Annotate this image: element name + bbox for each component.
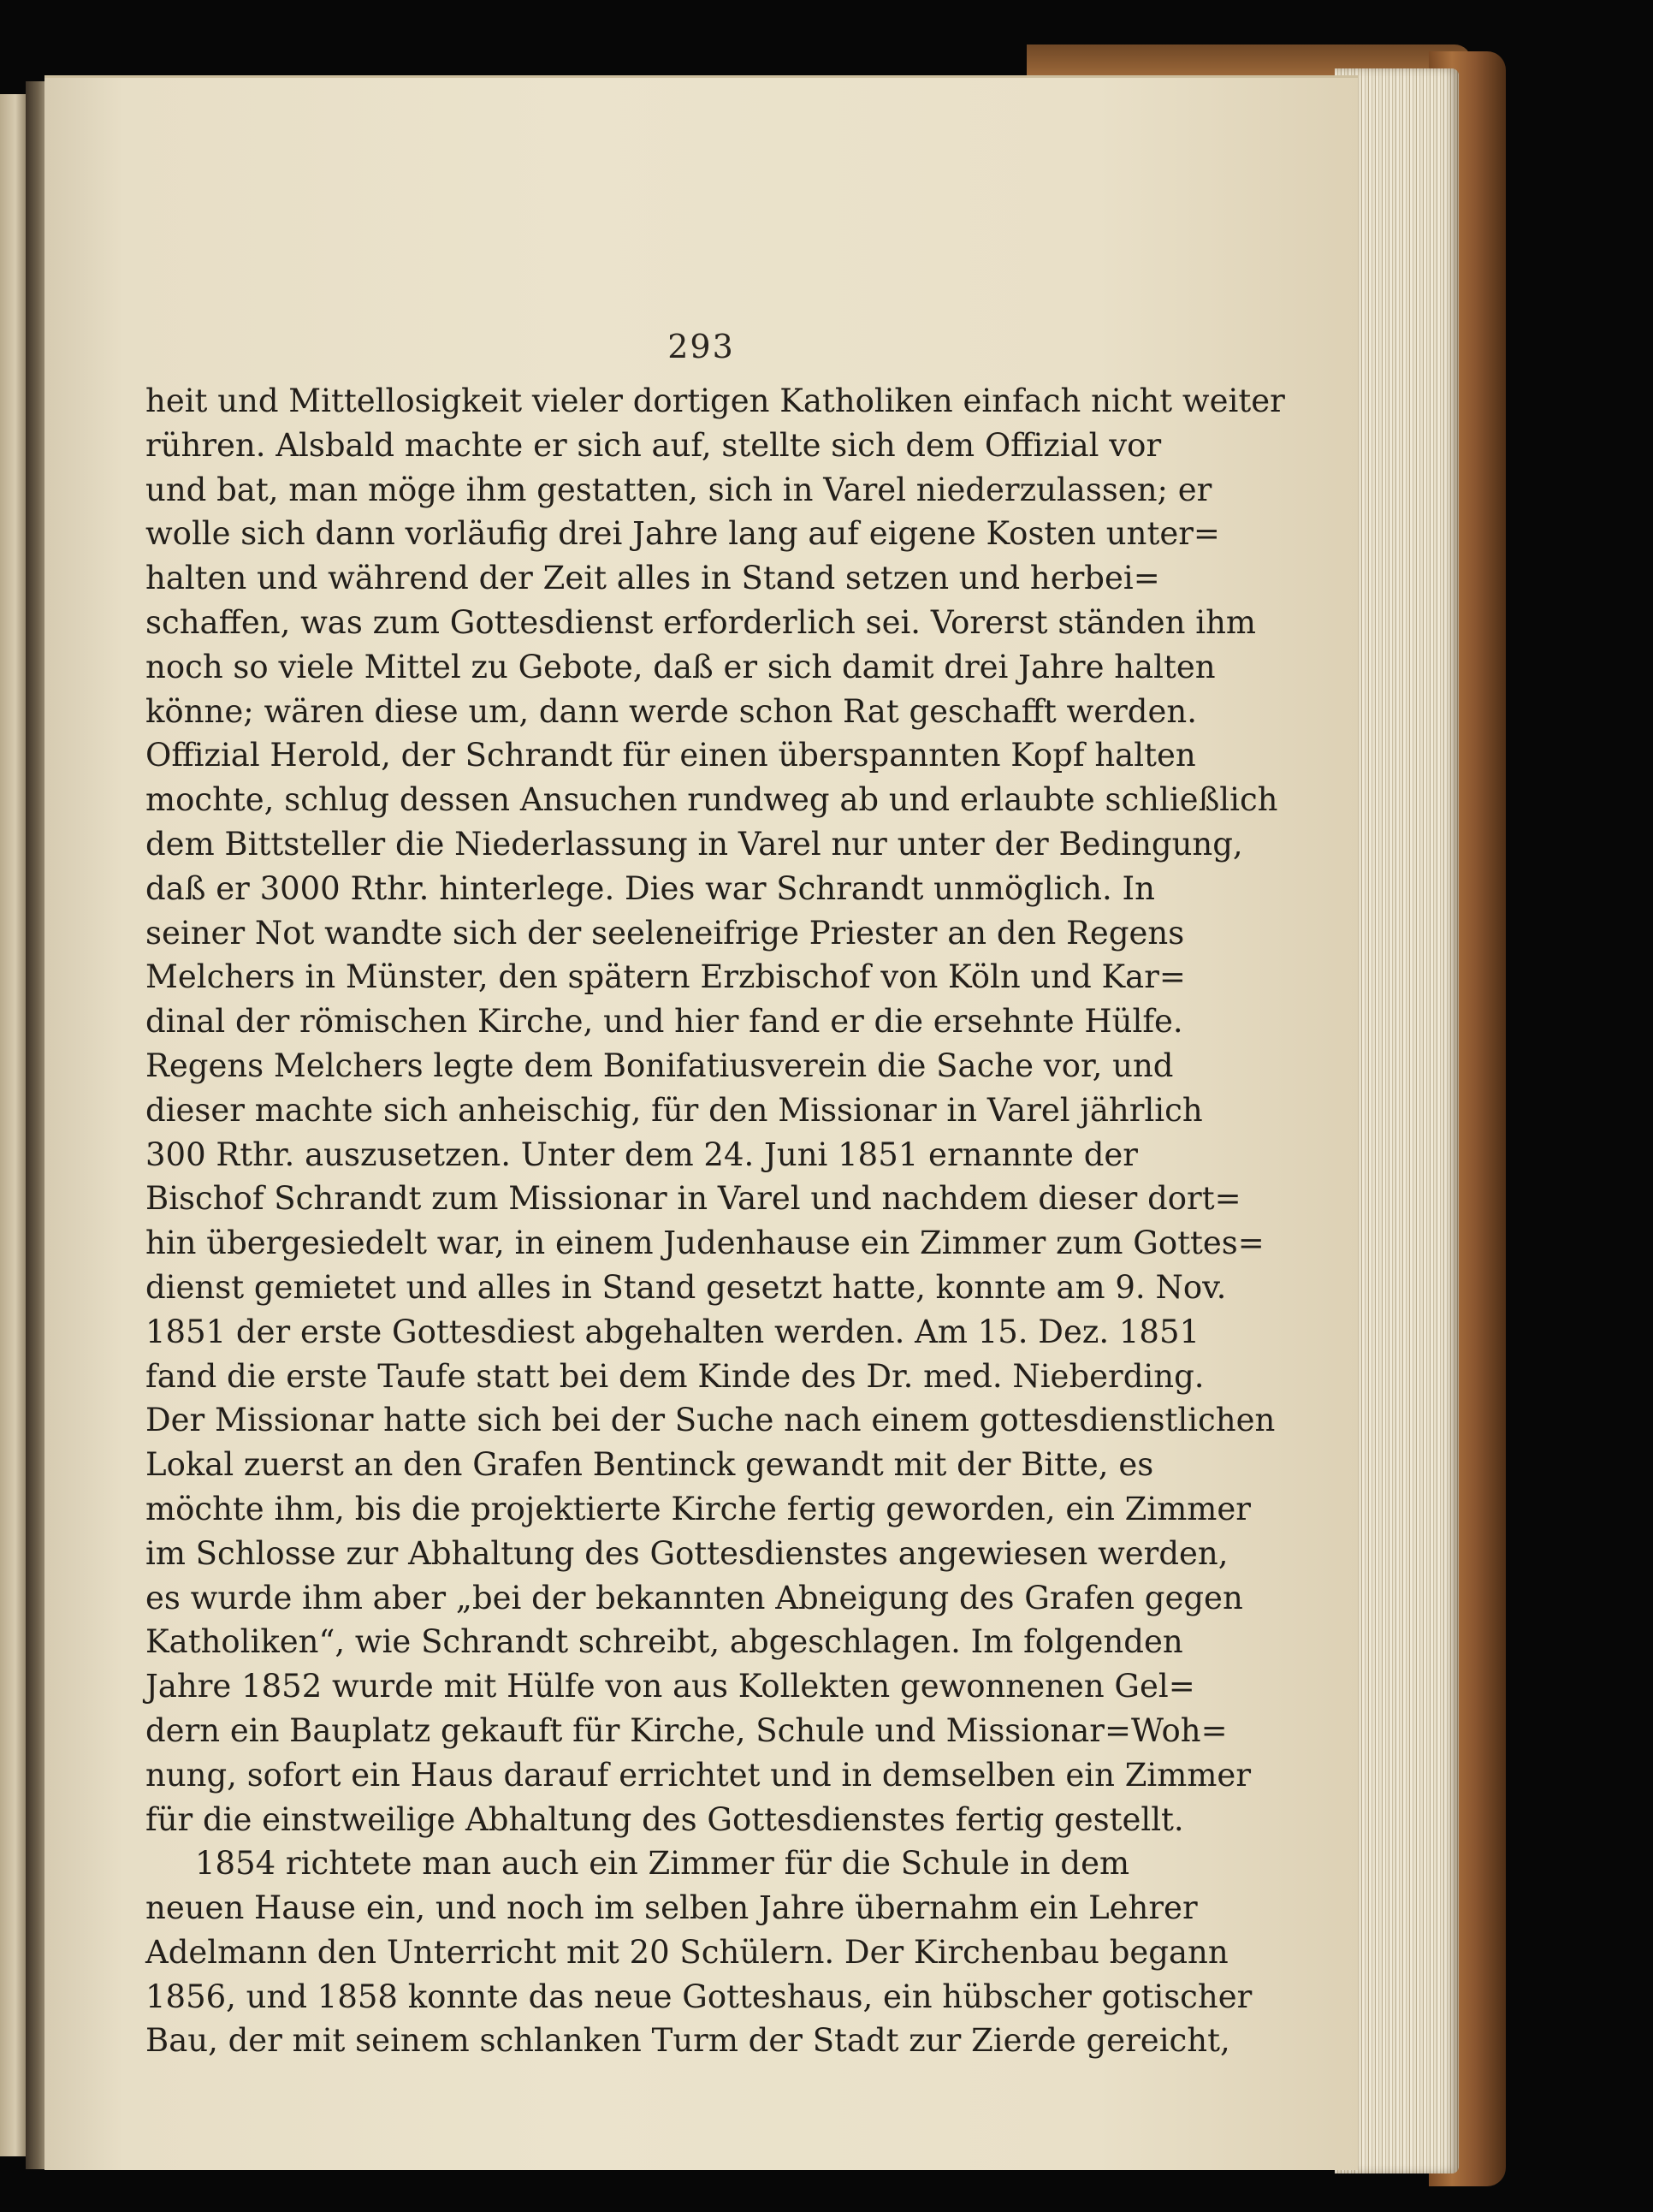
- text-line: könne; wären diese um, dann werde schon Rat geschafft werden.: [145, 692, 1197, 730]
- text-line: halten und während der Zeit alles in Stand setzen und herbei=: [145, 560, 1160, 597]
- text-line: daß er 3000 Rthr. hinterlege. Dies war Schrandt unmöglich. In: [145, 869, 1155, 907]
- text-line: seiner Not wandte sich der seeleneifrige Priester an den Regens: [145, 914, 1185, 952]
- text-line: dern ein Bauplatz gekauft für Kirche, Schule und Missionar=Woh=: [145, 1711, 1228, 1749]
- text-line: wolle sich dann vorläufig drei Jahre lang auf eigene Kosten unter=: [145, 515, 1220, 553]
- text-line: möchte ihm, bis die projektierte Kirche fertig geworden, ein Zimmer: [145, 1490, 1251, 1527]
- text-line: Bau, der mit seinem schlanken Turm der Stadt zur Zierde gereicht,: [145, 2022, 1230, 2060]
- text-line: hin übergesiedelt war, in einem Judenhause ein Zimmer zum Gottes=: [145, 1225, 1265, 1262]
- text-line: 1854 richtete man auch ein Zimmer für die Schule in dem: [195, 1845, 1130, 1883]
- text-line: Regens Melchers legte dem Bonifatiusverein die Sache vor, und: [145, 1047, 1174, 1084]
- page-number: 293: [667, 328, 735, 365]
- text-line: Offizial Herold, der Schrandt für einen überspannten Kopf halten: [145, 737, 1196, 774]
- text-line: Jahre 1852 wurde mit Hülfe von aus Kollekten gewonnenen Gel=: [145, 1668, 1195, 1705]
- text-line: Melchers in Münster, den spätern Erzbischof von Köln und Kar=: [145, 958, 1186, 996]
- text-line: Katholiken“, wie Schrandt schreibt, abgeschlagen. Im folgenden: [145, 1623, 1183, 1661]
- text-line: dienst gemietet und alles in Stand gesetzt hatte, konnte am 9. Nov.: [145, 1268, 1227, 1306]
- text-line: heit und Mittellosigkeit vieler dortigen Katholiken einfach nicht weiter: [145, 383, 1285, 419]
- text-line: nung, sofort ein Haus darauf errichtet und in demselben ein Zimmer: [145, 1756, 1252, 1794]
- text-line: Adelmann den Unterricht mit 20 Schülern. Der Kirchenbau begann: [145, 1933, 1229, 1971]
- page-text: [145, 379, 1285, 2063]
- text-line: dieser machte sich anheischig, für den Missionar in Varel jährlich: [145, 1091, 1203, 1129]
- text-line: Bischof Schrandt zum Missionar in Varel und nachdem dieser dort=: [145, 1180, 1241, 1218]
- text-line: schaffen, was zum Gottesdienst erforderlich sei. Vorerst ständen ihm: [145, 603, 1256, 641]
- text-line: im Schlosse zur Abhaltung des Gottesdienstes angewiesen werden,: [145, 1534, 1229, 1572]
- text-line: mochte, schlug dessen Ansuchen rundweg ab und erlaubte schließlich: [145, 781, 1278, 819]
- text-line: es wurde ihm aber „bei der bekannten Abneigung des Grafen gegen: [145, 1579, 1243, 1616]
- text-line: dinal der römischen Kirche, und hier fand er die ersehnte Hülfe.: [145, 1003, 1183, 1041]
- text-line: Lokal zuerst an den Grafen Bentinck gewandt mit der Bitte, es: [145, 1446, 1154, 1484]
- text-line: für die einstweilige Abhaltung des Gottesdienstes fertig gestellt.: [145, 1800, 1184, 1838]
- text-line: 300 Rthr. auszusetzen. Unter dem 24. Juni 1851 ernannte der: [145, 1136, 1138, 1173]
- text-line: neuen Hause ein, und noch im selben Jahre übernahm ein Lehrer: [145, 1889, 1198, 1927]
- text-line: fand die erste Taufe statt bei dem Kinde des Dr. med. Nieberding.: [145, 1357, 1205, 1395]
- text-line: rühren. Alsbald machte er sich auf, stellte sich dem Offizial vor: [145, 426, 1162, 464]
- book-page: [44, 75, 1358, 2170]
- text-line: noch so viele Mittel zu Gebote, daß er sich damit drei Jahre halten: [145, 648, 1216, 685]
- text-line: 1856, und 1858 konnte das neue Gotteshaus, ein hübscher gotischer: [145, 1978, 1253, 2015]
- text-line: Der Missionar hatte sich bei der Suche nach einem gottesdienstlichen: [145, 1402, 1276, 1439]
- text-line: 1851 der erste Gottesdiest abgehalten werden. Am 15. Dez. 1851: [145, 1313, 1200, 1350]
- text-line: dem Bittsteller die Niederlassung in Varel nur unter der Bedingung,: [145, 825, 1243, 863]
- text-line: und bat, man möge ihm gestatten, sich in Varel niederzulassen; er: [145, 471, 1212, 508]
